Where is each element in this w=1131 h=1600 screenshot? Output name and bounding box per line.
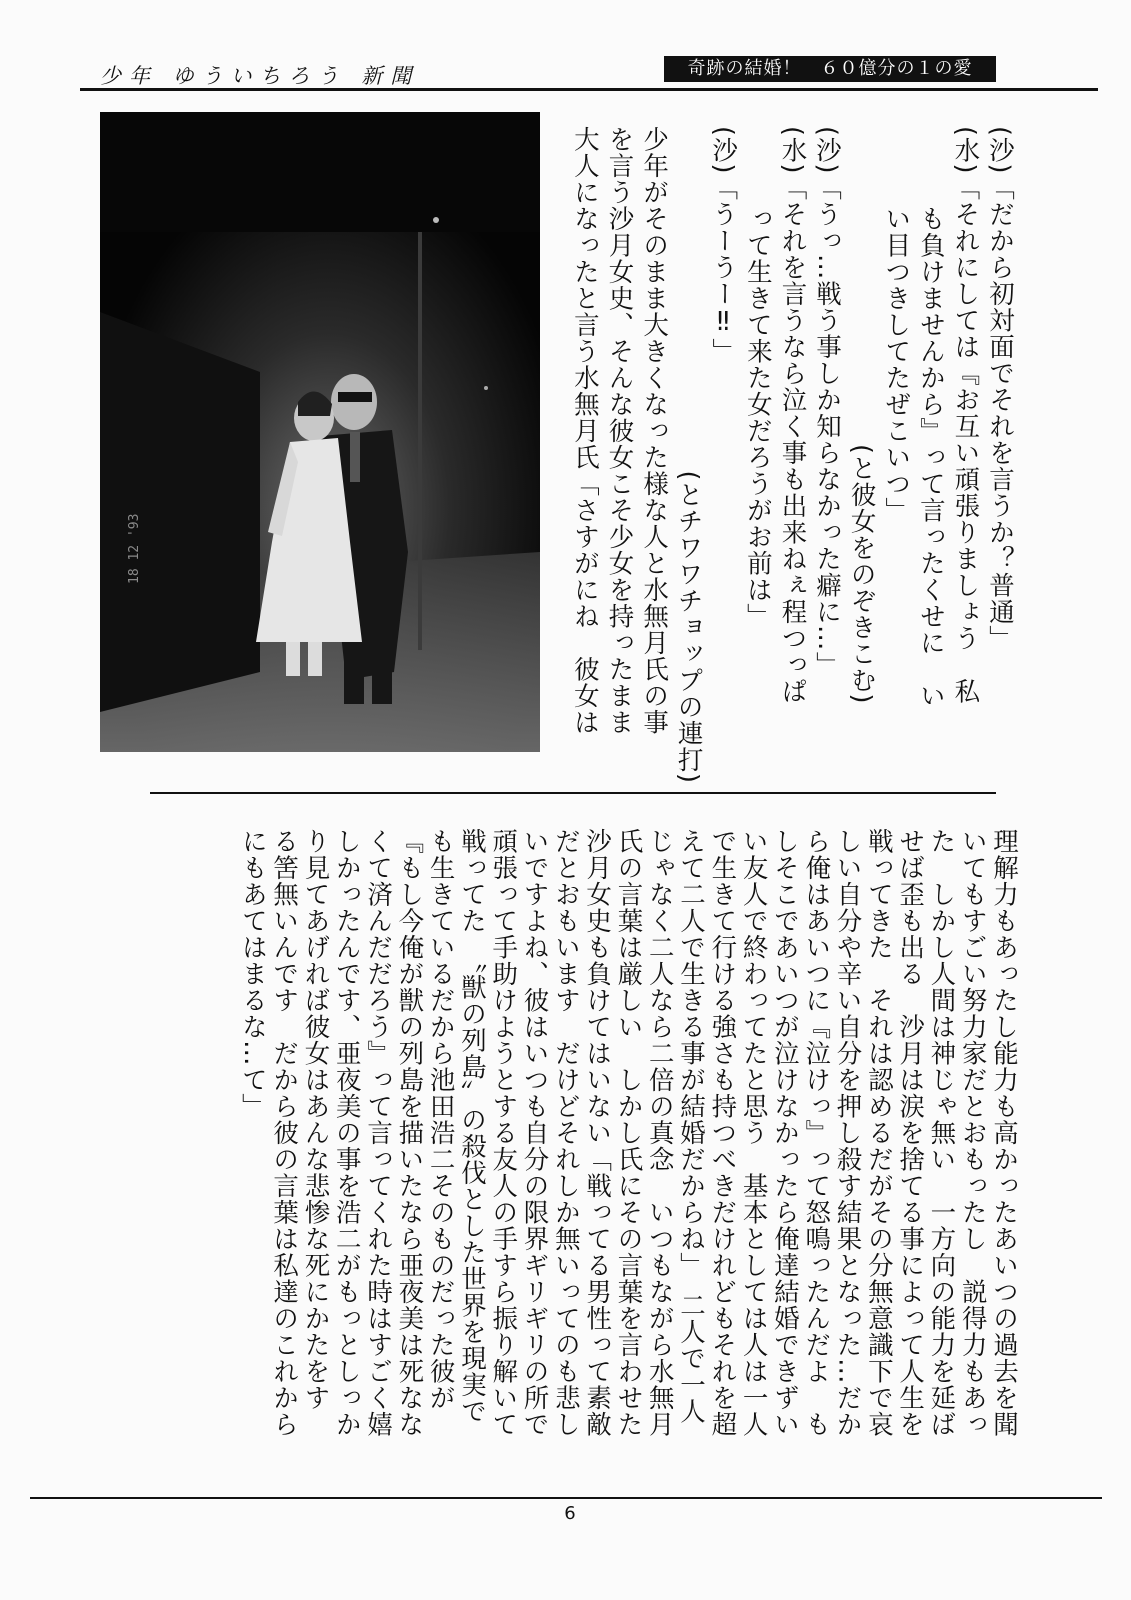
page-number: 6	[564, 1503, 576, 1524]
photo-date-stamp: 18 12 '93	[127, 513, 142, 584]
newspaper-title: 少年 ゆういちろう 新聞	[100, 64, 420, 88]
top-divider	[80, 88, 1098, 91]
couple-photo	[100, 112, 540, 752]
article-body: 理解力もあったし能力も高かったあいつの過去を聞 いてもすごい努力家だとおもったし 説得力もあっ た しかし人間は神じゃ無い 一方向の能力を延ば せば歪も出る 沙月は涙を捨てる事によって人生を 戦ってきた それは認めるだがその分無意識下で哀 しい自分や辛い自分を押し殺す結果となった…だか ら俺はあいつに『泣けっ』って怒鳴ったんだよ も しそこであいつが泣けなかったら俺達結婚できずい い友人で終わってたと思う 基本としては人は一人 で生きて行ける強さも持つべきだけれどもそれを超 えて二人で生きる事が結婚だからね」 二人で一人 じゃなく二人なら二倍の真念 いつもながら水無月 氏の言葉は厳しい しかし氏にその言葉を言わせた 沙月女史も負けてはいない「戦ってる男性って素敵 だとおもいます だけどそれしか無いってのも悲し いですよね、彼はいつも自分の限界ギリギリの所で 頑張って手助けようとする友人の手すら振り解いて 戦ってた 〝獣の列島〟の殺伐とした世界を現実で も生きているだから池田浩二そのものだった彼が 『もし今俺が獣の列島を描いたなら亜夜美は死なな くて済んだだろう』って言ってくれた時はすごく嬉 しかったんです、亜夜美の事を浩二がもっとしっか り見てあげれば彼女はあんな悲惨な死にかたをす る筈無いんです だから彼の言葉は私達のこれから にもあてはまるな…て」	[237, 828, 1019, 1438]
bottom-divider	[30, 1497, 1102, 1499]
section-divider	[150, 792, 996, 794]
dialog-column: (沙)「だから初対面でそれを言うか？普通」 (水)「それにしては『お互い頑張りましょう 私 も負けませんから』って言ったくせに い い目つきしてたぜこいつ」 (と彼女をのぞきこむ) (沙)「うっ…戦う事しか知らなかった癖に…」 (水)「それを言うなら泣く事も出来ねぇ程つっぱ って生きて来た女だろうがお前は」 (沙)「うーうー‼」 (とチワワチョップの連打) 少年がそのまま大きくなった様な人と水無月氏の事 を言う沙月女史、そんな彼女こそ少女を持ったまま 大人になったと言う水無月氏「さすがにね 彼女は	[569, 126, 1015, 784]
article-headline: 奇跡の結婚！ ６０億分の１の愛	[664, 56, 996, 82]
